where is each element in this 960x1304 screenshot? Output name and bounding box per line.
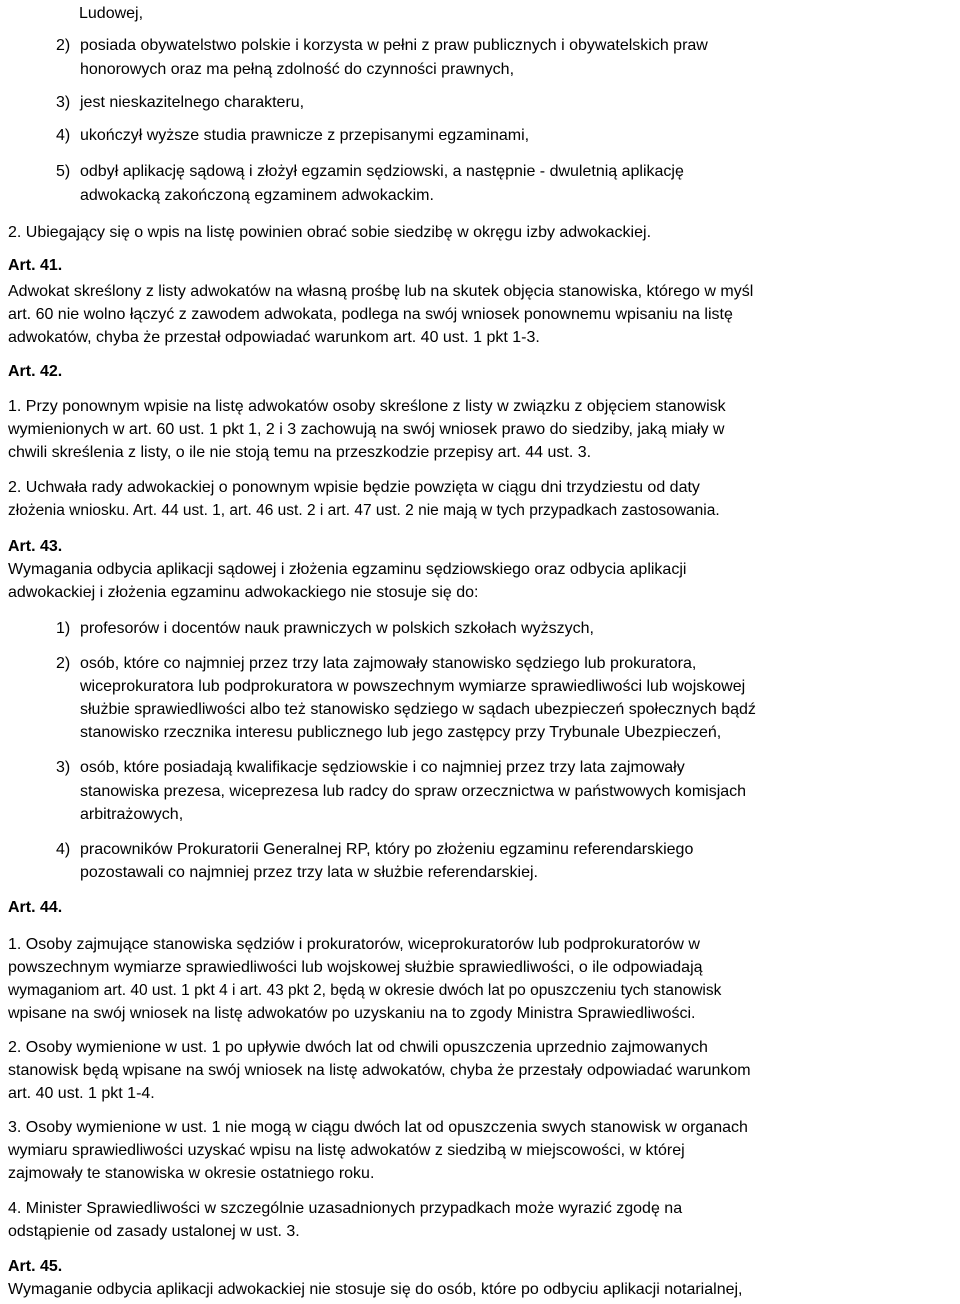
article-heading: Art. 42.: [8, 363, 63, 380]
text-line: profesorów i docentów nauk prawniczych w polskich szkołach wyższych,: [80, 620, 594, 637]
text-line: powszechnym wymiarze sprawiedliwości lub wojskowej służbie sprawiedliwości, o ile odpowiadają: [8, 959, 703, 976]
text-line: jest nieskazitelnego charakteru,: [80, 94, 305, 111]
text-line: osób, które posiadają kwalifikacje sędziowskie i co najmniej przez trzy lata zajmowały: [80, 759, 685, 776]
article-heading: Art. 44.: [8, 899, 63, 916]
text-line: stanowisk będą wpisane na swój wniosek na listę adwokatów, chyba że przestały odpowiadać warunkom: [8, 1062, 751, 1079]
text-line: 2. Ubiegający się o wpis na listę powinien obrać sobie siedzibę w okręgu izby adwokackiej.: [8, 224, 652, 241]
text-line: zajmowały te stanowiska w okresie ostatniego roku.: [8, 1165, 375, 1182]
text-line: art. 40 ust. 1 pkt 1-4.: [8, 1085, 155, 1102]
text-line: stanowisko rzecznika interesu publicznego lub jego zastępcy przy Trybunale Ubezpieczeń,: [80, 724, 722, 741]
text-line: honorowych oraz ma pełną zdolność do czynności prawnych,: [80, 61, 515, 78]
text-line: wymiaru sprawiedliwości uzyskać wpisu na listę adwokatów z siedzibą w miejscowości, w której: [8, 1142, 685, 1159]
text-line: wymaganiom art. 40 ust. 1 pkt 4 i art. 43 pkt 2, będą w okresie dwóch lat po opuszczeniu tych stanowisk: [8, 982, 722, 999]
text-line: osób, które co najmniej przez trzy lata zajmowały stanowisko sędziego lub prokuratora,: [80, 655, 697, 672]
list-number: 1): [56, 620, 71, 637]
text-line: odbył aplikację sądową i złożył egzamin sędziowski, a następnie - dwuletnią aplikację: [80, 163, 684, 180]
text-line: 2. Uchwała rady adwokackiej o ponownym wpisie będzie powzięta w ciągu dni trzydziestu od daty: [8, 479, 700, 496]
text-line: wymienionych w art. 60 ust. 1 pkt 1, 2 i 3 zachowują na swój wniosek prawo do siedziby, jaką miały w: [8, 421, 725, 438]
text-line: adwokatów, chyba że przestał odpowiadać warunkom art. 40 ust. 1 pkt 1-3.: [8, 329, 540, 346]
text-line: arbitrażowych,: [80, 806, 184, 823]
list-number: 3): [56, 759, 71, 776]
list-number: 4): [56, 127, 71, 144]
text-line: ukończył wyższe studia prawnicze z przepisanymi egzaminami,: [80, 127, 530, 144]
list-number: 2): [56, 655, 71, 672]
list-number: 2): [56, 37, 71, 54]
text-line: adwokacką zakończoną egzaminem adwokackim.: [80, 187, 434, 204]
text-line: Wymagania odbycia aplikacji sądowej i złożenia egzaminu sędziowskiego oraz odbycia aplikacji: [8, 561, 687, 578]
list-number: 5): [56, 163, 71, 180]
text-line: 1. Osoby zajmujące stanowiska sędziów i prokuratorów, wiceprokuratorów lub podprokuratorów w: [8, 936, 700, 953]
text-line: posiada obywatelstwo polskie i korzysta w pełni z praw publicznych i obywatelskich praw: [80, 37, 708, 54]
text-line: odstąpienie od zasady ustalonej w ust. 3.: [8, 1223, 300, 1240]
text-line: złożenia wniosku. Art. 44 ust. 1, art. 46 ust. 2 i art. 47 ust. 2 nie mają w tych przypadkach zastosowania.: [8, 502, 720, 519]
text-line: pozostawali co najmniej przez trzy lata w służbie referendarskiej.: [80, 864, 538, 881]
text-line: 3. Osoby wymienione w ust. 1 nie mogą w ciągu dwóch lat od opuszczenia swych stanowisk w organach: [8, 1119, 748, 1136]
text-line: Wymaganie odbycia aplikacji adwokackiej nie stosuje się do osób, które po odbyciu aplikacji notarialnej,: [8, 1281, 743, 1298]
list-number: 4): [56, 841, 71, 858]
text-line: Adwokat skreślony z listy adwokatów na własną prośbę lub na skutek objęcia stanowiska, którego w myśl: [8, 283, 754, 300]
text-line: art. 60 nie wolno łączyć z zawodem adwokata, podlega na swój wniosek ponownemu wpisaniu na listę: [8, 306, 733, 323]
text-line: wiceprokuratora lub podprokuratora w powszechnym wymiarze sprawiedliwości lub wojskowej: [80, 678, 746, 695]
text-line: adwokackiej i złożenia egzaminu adwokackiego nie stosuje się do:: [8, 584, 479, 601]
text-line: chwili skreślenia z listy, o ile nie stoją temu na przeszkodzie przepisy art. 44 ust. 3.: [8, 444, 592, 461]
text-line: wpisane na swój wniosek na listę adwokatów po uzyskaniu na to zgody Ministra Sprawiedliwości.: [8, 1005, 696, 1022]
text-line: stanowiska prezesa, wiceprezesa lub radcy do spraw orzecznictwa w państwowych komisjach: [80, 783, 747, 800]
text-line: służbie sprawiedliwości albo też stanowisko sędziego w sądach ubezpieczeń społecznych bądź: [80, 701, 756, 718]
text-line: Ludowej,: [79, 5, 144, 22]
article-heading: Art. 41.: [8, 257, 63, 274]
text-line: pracowników Prokuratorii Generalnej RP, który po złożeniu egzaminu referendarskiego: [80, 841, 694, 858]
list-number: 3): [56, 94, 71, 111]
text-line: 4. Minister Sprawiedliwości w szczególnie uzasadnionych przypadkach może wyrazić zgodę na: [8, 1200, 683, 1217]
article-heading: Art. 43.: [8, 538, 63, 555]
text-line: 2. Osoby wymienione w ust. 1 po upływie dwóch lat od chwili opuszczenia uprzednio zajmowanych: [8, 1039, 708, 1056]
text-line: 1. Przy ponownym wpisie na listę adwokatów osoby skreślone z listy w związku z objęciem stanowisk: [8, 398, 726, 415]
article-heading: Art. 45.: [8, 1258, 63, 1275]
